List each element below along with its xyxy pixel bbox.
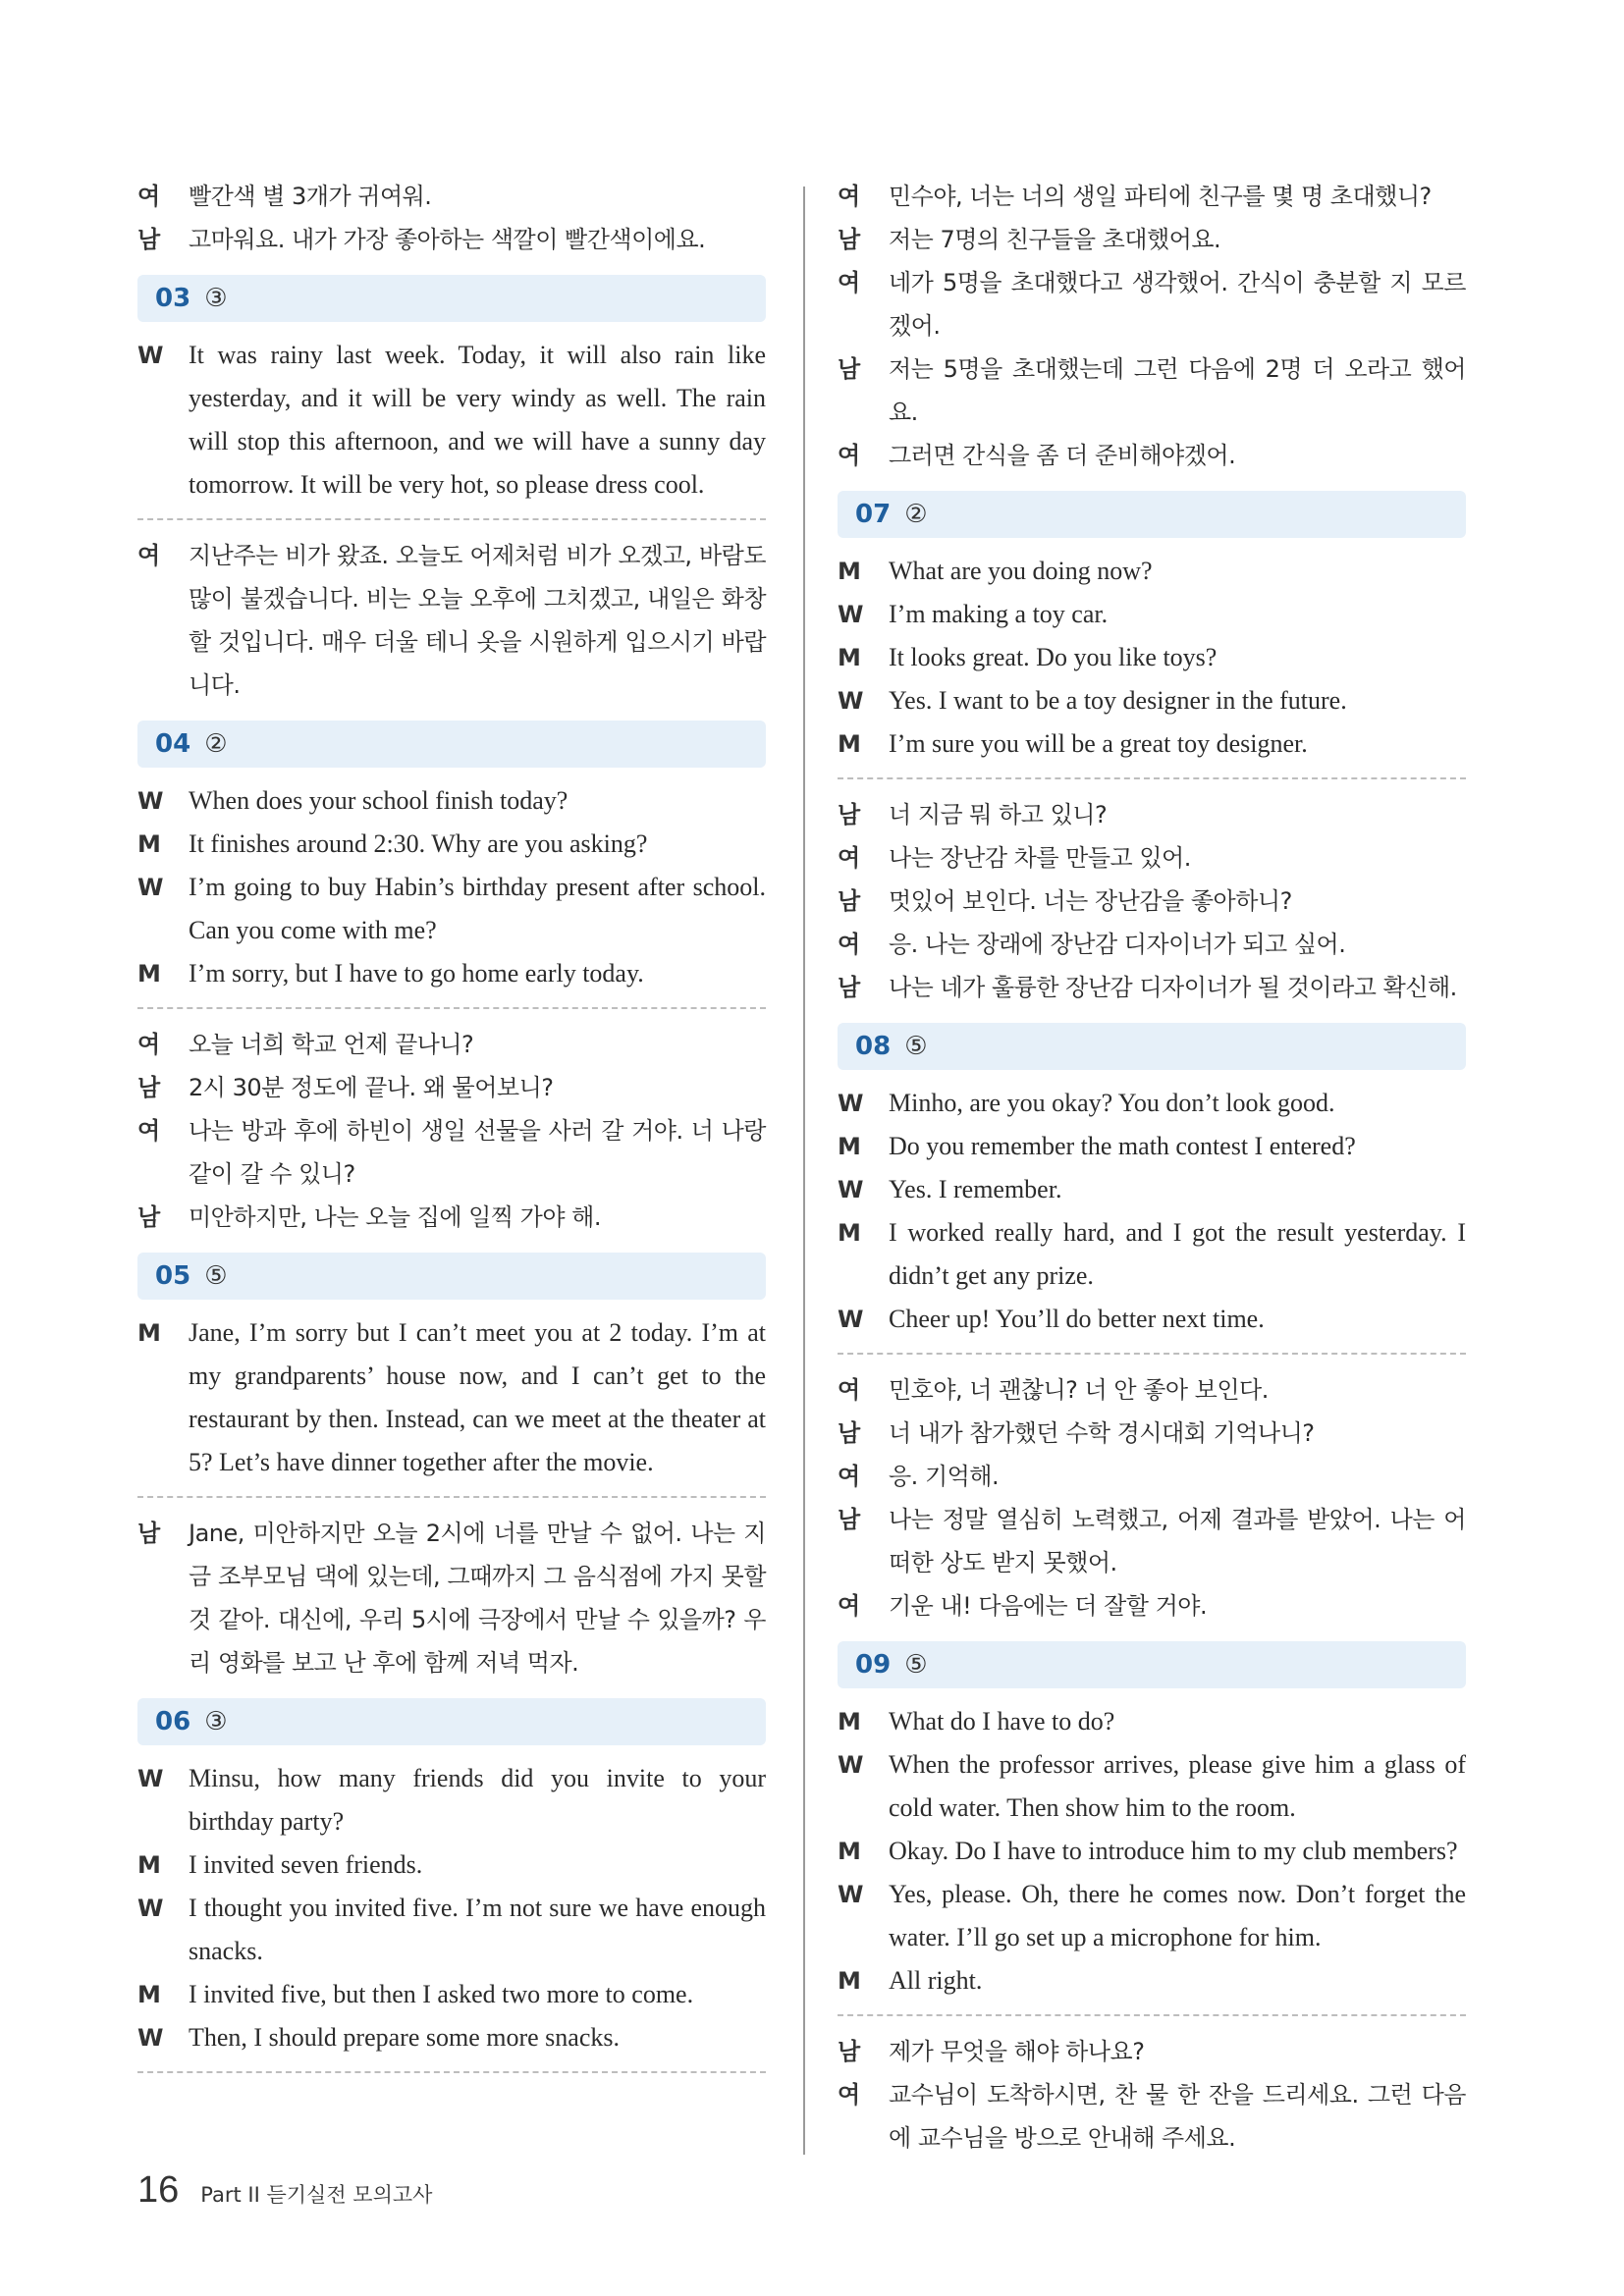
dialogue-line	[838, 679, 1466, 722]
dialogue-line	[838, 1700, 1466, 1743]
dialogue-line	[137, 952, 766, 995]
dialogue-text: Then, I should prepare some more snacks.	[189, 2023, 620, 2052]
question-number: 06	[155, 1707, 191, 1736]
dialogue-text: It finishes around 2:30. Why are you asking?	[189, 829, 648, 858]
dialogue-line	[838, 175, 1466, 218]
dashed-divider	[838, 777, 1466, 779]
dialogue-text: Okay. Do I have to introduce him to my club members?	[889, 1837, 1458, 1865]
right-column	[838, 175, 1466, 2160]
dialogue-text: 오늘 너희 학교 언제 끝나니?	[189, 1031, 474, 1058]
dialogue-line	[838, 218, 1466, 261]
speaker-label: W	[838, 601, 864, 628]
speaker-label: M	[137, 1851, 161, 1879]
dialogue-text: I thought you invited five. I’m not sure we have enough snacks.	[189, 1894, 766, 1965]
dialogue-text: 저는 5명을 초대했는데 그런 다음에 2명 더 오라고 했어요.	[889, 355, 1466, 426]
dialogue-line	[838, 2073, 1466, 2160]
dialogue-text: 저는 7명의 친구들을 초대했어요.	[889, 226, 1221, 253]
speaker-label: W	[838, 1751, 864, 1779]
speaker-label: M	[838, 1967, 861, 1995]
answer-mark: ③	[204, 284, 228, 313]
dialogue-text: I’m sure you will be a great toy designer.	[889, 729, 1308, 758]
dialogue-line	[137, 1023, 766, 1066]
question-header	[137, 721, 766, 768]
dialogue-text: I’m going to buy Habin’s birthday present after school. Can you come with me?	[189, 873, 766, 944]
dialogue-line	[838, 593, 1466, 636]
dialogue-line	[137, 175, 766, 218]
speaker-label: 남	[137, 226, 160, 253]
speaker-label: W	[838, 1176, 864, 1203]
speaker-label: M	[838, 1133, 861, 1160]
question-number: 03	[155, 284, 191, 313]
dialogue-text: I invited five, but then I asked two more to come.	[189, 1980, 694, 2008]
speaker-label: 여	[137, 1031, 160, 1058]
speaker-label: W	[137, 787, 164, 815]
dialogue-text: 교수님이 도착하시면, 찬 물 한 잔을 드리세요. 그런 다음에 교수님을 방으로 안내해 주세요.	[889, 2081, 1466, 2152]
dialogue-line	[838, 880, 1466, 923]
dialogue-text: What do I have to do?	[889, 1707, 1115, 1735]
dialogue-line	[838, 1082, 1466, 1125]
dialogue-text: 민수야, 너는 너의 생일 파티에 친구를 몇 명 초대했니?	[889, 183, 1432, 210]
speaker-label: M	[838, 730, 861, 758]
dialogue-line	[838, 1125, 1466, 1168]
answer-mark: ②	[204, 729, 228, 759]
dialogue-text: I invited seven friends.	[189, 1850, 423, 1879]
dialogue-line	[137, 866, 766, 952]
speaker-label: M	[137, 830, 161, 858]
dialogue-text: 지난주는 비가 왔죠. 오늘도 어제처럼 비가 오겠고, 바람도 많이 불겠습니다. 비는 오늘 오후에 그치겠고, 내일은 화창할 것입니다. 매우 더울 테니 옷을 시원하게 입으시기 바랍니다.	[189, 542, 766, 699]
dialogue-line	[838, 1743, 1466, 1830]
dialogue-text: 나는 정말 열심히 노력했고, 어제 결과를 받았어. 나는 어떠한 상도 받지 못했어.	[889, 1506, 1466, 1576]
dialogue-text: Cheer up! You’ll do better next time.	[889, 1305, 1265, 1333]
speaker-label: 여	[838, 1463, 860, 1490]
dialogue-line	[838, 2030, 1466, 2073]
dialogue-line	[137, 334, 766, 507]
speaker-label: M	[838, 1838, 861, 1865]
speaker-label: 남	[838, 1419, 860, 1447]
question-header	[838, 1641, 1466, 1688]
speaker-label: 여	[137, 183, 160, 210]
dialogue-line	[137, 1973, 766, 2016]
answer-mark: ⑤	[904, 1032, 928, 1061]
dialogue-line	[137, 218, 766, 261]
dialogue-text: When the professor arrives, please give him a glass of cold water. Then show him to the room.	[889, 1750, 1466, 1822]
dialogue-text: Yes, please. Oh, there he comes now. Don’t forget the water. I’ll go set up a microphone for him.	[889, 1880, 1466, 1951]
question-number: 05	[155, 1261, 191, 1291]
dialogue-line	[838, 836, 1466, 880]
speaker-label: W	[838, 687, 864, 715]
dialogue-text: Yes. I remember.	[889, 1175, 1062, 1203]
dialogue-text: Jane, I’m sorry but I can’t meet you at 2 today. I’m at my grandparents’ house now, and I can’t get to the restaurant by then. Instead, can we meet at the theater at 5? Let’s have dinner together after the movie.	[189, 1318, 766, 1476]
speaker-label: M	[137, 1319, 161, 1347]
speaker-label: 남	[137, 1203, 160, 1231]
question-header	[137, 275, 766, 322]
dialogue-text: I’m making a toy car.	[889, 600, 1109, 628]
dialogue-line	[137, 1109, 766, 1196]
speaker-label: 여	[838, 931, 860, 958]
answer-mark: ③	[204, 1707, 228, 1736]
dialogue-line	[137, 1311, 766, 1484]
dialogue-text: Do you remember the math contest I entered?	[889, 1132, 1356, 1160]
dialogue-line	[838, 966, 1466, 1009]
dashed-divider	[137, 518, 766, 520]
dialogue-text: 응. 나는 장래에 장난감 디자이너가 되고 싶어.	[889, 931, 1346, 958]
dialogue-text: Jane, 미안하지만 오늘 2시에 너를 만날 수 없어. 나는 지금 조부모님 댁에 있는데, 그때까지 그 음식점에 가지 못할 것 같아. 대신에, 우리 5시에 극장에서 만날 수 있을까? 우리 영화를 보고 난 후에 함께 저녁 먹자.	[189, 1520, 766, 1677]
speaker-label: 남	[838, 887, 860, 915]
question-header	[137, 1253, 766, 1300]
dialogue-text: 나는 방과 후에 하빈이 생일 선물을 사러 갈 거야. 너 나랑 같이 갈 수 있니?	[189, 1117, 766, 1188]
dialogue-text: It looks great. Do you like toys?	[889, 643, 1218, 671]
dialogue-text: Minsu, how many friends did you invite to your birthday party?	[189, 1764, 766, 1836]
page-footer	[137, 2169, 432, 2212]
speaker-label: 여	[838, 269, 860, 296]
dialogue-text: 기운 내! 다음에는 더 잘할 거야.	[889, 1592, 1208, 1620]
speaker-label: 여	[838, 442, 860, 469]
dialogue-text: Yes. I want to be a toy designer in the future.	[889, 686, 1347, 715]
dashed-divider	[838, 2014, 1466, 2016]
dialogue-line	[137, 1887, 766, 1973]
speaker-label: 여	[838, 183, 860, 210]
dialogue-text: 나는 네가 훌륭한 장난감 디자이너가 될 것이라고 확신해.	[889, 974, 1457, 1001]
dialogue-line	[137, 1512, 766, 1684]
dialogue-line	[838, 550, 1466, 593]
dialogue-line	[838, 1959, 1466, 2002]
dialogue-line	[838, 1455, 1466, 1498]
answer-mark: ⑤	[204, 1261, 228, 1291]
question-number: 07	[855, 500, 892, 529]
speaker-label: W	[137, 342, 164, 369]
dialogue-line	[838, 261, 1466, 347]
dialogue-line	[137, 1757, 766, 1843]
speaker-label: M	[137, 960, 161, 988]
speaker-label: 남	[838, 2038, 860, 2065]
speaker-label: M	[137, 1981, 161, 2008]
speaker-label: W	[838, 1090, 864, 1117]
dialogue-line	[838, 1168, 1466, 1211]
dialogue-line	[838, 434, 1466, 477]
dialogue-line	[838, 1368, 1466, 1412]
dialogue-text: 민호야, 너 괜찮니? 너 안 좋아 보인다.	[889, 1376, 1269, 1404]
speaker-label: 남	[838, 801, 860, 828]
speaker-label: 여	[838, 1376, 860, 1404]
dialogue-text: All right.	[889, 1966, 983, 1995]
dialogue-line	[137, 2016, 766, 2059]
dialogue-text: When does your school finish today?	[189, 786, 568, 815]
speaker-label: 남	[137, 1520, 160, 1547]
dialogue-text: I’m sorry, but I have to go home early today.	[189, 959, 644, 988]
speaker-label: 여	[838, 844, 860, 872]
speaker-label: 남	[838, 226, 860, 253]
dialogue-text: 고마워요. 내가 가장 좋아하는 색깔이 빨간색이에요.	[189, 226, 706, 253]
dialogue-line	[838, 923, 1466, 966]
speaker-label: M	[838, 558, 861, 585]
question-number: 08	[855, 1032, 892, 1061]
dialogue-text: 미안하지만, 나는 오늘 집에 일찍 가야 해.	[189, 1203, 601, 1231]
dialogue-line	[838, 722, 1466, 766]
speaker-label: W	[838, 1306, 864, 1333]
dialogue-line	[137, 1066, 766, 1109]
question-number: 09	[855, 1650, 892, 1680]
speaker-label: W	[137, 1895, 164, 1922]
answer-mark: ②	[904, 500, 928, 529]
dashed-divider	[137, 1007, 766, 1009]
dashed-divider	[137, 1496, 766, 1498]
dialogue-text: 멋있어 보인다. 너는 장난감을 좋아하니?	[889, 887, 1292, 915]
dashed-divider	[838, 1353, 1466, 1355]
speaker-label: M	[838, 1708, 861, 1735]
dialogue-text: 나는 장난감 차를 만들고 있어.	[889, 844, 1191, 872]
speaker-label: 여	[838, 1592, 860, 1620]
speaker-label: M	[838, 644, 861, 671]
speaker-label: 여	[137, 1117, 160, 1145]
speaker-label: M	[838, 1219, 861, 1247]
question-header	[838, 491, 1466, 538]
dialogue-text: Minho, are you okay? You don’t look good.	[889, 1089, 1335, 1117]
dialogue-text: It was rainy last week. Today, it will also rain like yesterday, and it will be very windy as well. The rain will stop this afternoon, and we will have a sunny day tomorrow. It will be very hot, so please dress cool.	[189, 341, 766, 499]
dialogue-line	[137, 823, 766, 866]
part-label: Part II 듣기실전 모의고사	[200, 2183, 433, 2207]
speaker-label: W	[838, 1881, 864, 1908]
speaker-label: 남	[137, 1074, 160, 1101]
speaker-label: 남	[838, 974, 860, 1001]
question-number: 04	[155, 729, 191, 759]
dialogue-line	[137, 779, 766, 823]
speaker-label: W	[137, 2024, 164, 2052]
dialogue-text: 제가 무엇을 해야 하나요?	[889, 2038, 1145, 2065]
dialogue-line	[838, 347, 1466, 434]
dialogue-line	[838, 1873, 1466, 1959]
dialogue-line	[838, 1298, 1466, 1341]
speaker-label: 여	[838, 2081, 860, 2109]
dialogue-text: 너 내가 참가했던 수학 경시대회 기억나니?	[889, 1419, 1315, 1447]
question-header	[838, 1023, 1466, 1070]
dialogue-text: 너 지금 뭐 하고 있니?	[889, 801, 1108, 828]
answer-mark: ⑤	[904, 1650, 928, 1680]
speaker-label: 여	[137, 542, 160, 569]
dialogue-text: 응. 기억해.	[889, 1463, 1000, 1490]
dialogue-line	[838, 1830, 1466, 1873]
dialogue-text: I worked really hard, and I got the result yesterday. I didn’t get any prize.	[889, 1218, 1466, 1290]
dialogue-text: What are you doing now?	[889, 557, 1153, 585]
speaker-label: 남	[838, 1506, 860, 1533]
dialogue-line	[137, 1196, 766, 1239]
dialogue-text: 네가 5명을 초대했다고 생각했어. 간식이 충분할 지 모르겠어.	[889, 269, 1466, 340]
dialogue-line	[838, 793, 1466, 836]
dialogue-text: 2시 30분 정도에 끝나. 왜 물어보니?	[189, 1074, 554, 1101]
speaker-label: 남	[838, 355, 860, 383]
dialogue-line	[838, 1584, 1466, 1628]
dialogue-line	[838, 1412, 1466, 1455]
dialogue-line	[137, 534, 766, 707]
dialogue-line	[137, 1843, 766, 1887]
speaker-label: W	[137, 1765, 164, 1792]
dashed-divider	[137, 2071, 766, 2073]
column-divider	[803, 187, 805, 2155]
speaker-label: W	[137, 874, 164, 901]
question-header	[137, 1698, 766, 1745]
left-column	[137, 175, 766, 2087]
page-number: 16	[137, 2169, 180, 2211]
dialogue-line	[838, 1211, 1466, 1298]
dialogue-text: 빨간색 별 3개가 귀여워.	[189, 183, 432, 210]
dialogue-line	[838, 636, 1466, 679]
dialogue-line	[838, 1498, 1466, 1584]
dialogue-text: 그러면 간식을 좀 더 준비해야겠어.	[889, 442, 1236, 469]
